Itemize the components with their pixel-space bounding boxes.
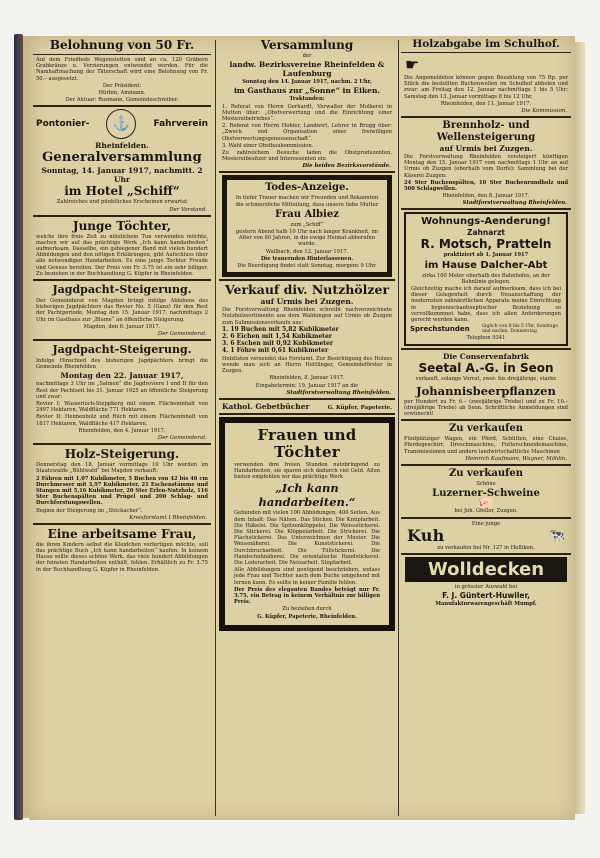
ad-text: Auf dem Friedhofe Wegenstetten sind an ca. 120 Gräbern Grabkränze u. Verzierungen entwendet worden. Für die Namhaftmachung der Täterschaft wird eine Belohnung von Fr. 50.– ausgesetzt. — [36, 57, 208, 82]
ad-heading: Zu verkaufen — [448, 423, 524, 435]
ad-signature: Der Aktuar: Rosmann, Gemeindeschreiber. — [65, 97, 179, 104]
ad-heading: Verkauf div. Nutzhölzer — [224, 282, 390, 298]
ad-date: Sonntag den 14. Januar 1917, nachm. 2 Uhr, — [242, 79, 372, 86]
ad-heading: Jagdpacht-Steigerung. — [52, 343, 192, 357]
ad-heading: Kathol. Gebetbücher — [222, 401, 310, 411]
ad-text: 3. Wahl einer Obstbaukommission. — [222, 142, 314, 149]
ad-text: Donnerstag den 18. Januar vormittags 10 Uhr werden im Staatswalde „Bühlwald“ bei Magden verkauft: — [36, 462, 208, 475]
ad-name: Kuh — [407, 525, 445, 545]
book-ad — [225, 423, 389, 625]
ad-subheading: Die Conservenfabrik — [442, 352, 529, 362]
ad-text: Revier I: Wasserloch-Steppberg mit einem Flächeninhalt von 2497 Hektaren, Waldfläche 771 Hektaren. — [36, 401, 208, 414]
ad-subheading: Zahnarzt — [467, 228, 505, 238]
ad-heading: Generalversammlung — [42, 150, 202, 166]
ad-text: Die Forstverwaltung Rheinfelden schreibt nachverzeichnete Nutzholzsortimente aus dem Waldungen auf Urmis ob Zuzgen zum Submissionsverkaufe aus: — [222, 307, 392, 326]
ad-signature: G. Küpfer, Papeterie, Rheinfelden. — [257, 613, 357, 620]
ad-text: Gebunden mit vielen 100 Abbildungen, 400 Seiten. Aus dem Inhalt: Das Nähen. Das Sticken. Die Knüpfarbeit. Die Häkelei. Die Spitzenklöppelei. Die Weissstickerei. Die Stickerei. Die Klöppelarbeit. Die Strickerei. Die Flachstickerei. Das Unterzeichnen der Muster. Die Weissnäherei. Die Kunststickerei. Die Durchbrucharbeit. Die Tüllstickerei. Die Handschuhnäherei. Die orientalische Handstickerei. Die Lederarbeit. Die Netzarbeit. Stopfarbeit. — [234, 510, 380, 566]
anchor-icon: ⚓ — [106, 109, 136, 139]
ad-text: Holzlisten versendet das Forstamt. Zur Besichtigung des Holzes wende man sich an Herrn Hettlinger, Gemeindeförster in Zuzgen. — [222, 355, 392, 375]
ad-heading: Brennholz- und Wellensteigerung — [436, 120, 536, 144]
cow-icon: 🐄 — [547, 527, 565, 544]
banner-text: Fahrverein — [153, 119, 208, 130]
ad-subheading: Traktanden: — [289, 96, 325, 103]
ad-signature: Die trauernden Hinterlassenen. — [260, 255, 354, 262]
ad-signature: Die Kommission. — [521, 108, 567, 115]
ad-text: Alle Abbildungen sind genügend beschrieben, sodass jede Frau und Tochter nach dem Buche umgehend mit lernen kann. Es sollte in keiner Familie fehlen. — [234, 567, 380, 586]
ad-text: Infolge Hinschied des bisherigen Jagdpächters bringt die Gemeinde Rheinfelden — [36, 358, 208, 371]
ad-text: bei Joh. Gfeller, Zuzgen. — [454, 508, 518, 515]
hand-pointing-icon: ☛ — [405, 55, 420, 74]
ad-heading: Eine arbeitsame Frau, — [47, 526, 197, 541]
dentist-ad — [404, 212, 568, 346]
banner-text: Pontonier- — [36, 119, 90, 130]
ad-price: Der Preis des eleganten Bandes beträgt nur Fr. 3.75, ein Betrag in keinem Verhältnis zur billigen Preis. — [234, 586, 380, 606]
ad-text: Die Forstverwaltung Rheinfelden versteigert künftigen Montag den 15. Januar 1917 vom nachmittags 1 Uhr an auf Urmis ob Zuzgen (oberhalb vom Dorfe); Sammlung bei der Käserei Zuzgen: — [404, 154, 568, 179]
ad-place: Rheinfelden, den 11. Januar 1917. — [440, 100, 532, 107]
ad-list-item: 2. 6 Eichen mit 1,54 Kubikmeter — [222, 333, 332, 341]
ad-heading: Belohnung von 50 Fr. — [49, 38, 195, 52]
ad-heading: Johannisbeerpflanzen — [416, 383, 556, 398]
ad-text: welche ihre freie Zeit zu nützlichem Tun verwenden möchte, machen wir auf das prächtige Werk „Ich kann handarbeiten“ aufmerksam. Dasselbe, ein gebiegener Band mit vielen hundert Abbildungen und den nötigen Erklärungen, gibt Aufschluss über alle notwendigen Handarbeiten. Es eine junge Tochter Freude und Genuss bereiten. Der Preis von Fr. 3.75 ist ein sehr billiger. Zu beziehen in der Buchhandlung G. Küpfer in Rheinfelden. — [36, 233, 208, 277]
ad-place: Magden, den 6. Januar 1917. — [83, 323, 161, 330]
ad-text: der — [302, 53, 312, 59]
ad-text: Manufakturwarengeschäft Mumpf. — [435, 601, 537, 608]
ad-text: In tiefer Trauer machen wir Freunden und Bekannten die schmerzliche Mitteilung, dass unsere liebe Mutter — [235, 195, 379, 208]
ad-subheading: auf Urmis bei Zuzgen. — [260, 297, 354, 307]
ad-signature: Zu beziehen durch — [282, 606, 332, 613]
ad-signature: Der Gemeinderat. — [157, 435, 207, 442]
ad-signature: Der Präsident: — [102, 82, 142, 89]
ad-place: Rheinfelden, den 8. Januar 1917. — [442, 193, 530, 200]
book-ad-frame — [219, 417, 395, 631]
ad-date: praktiziert ab 1. Januar 1917 — [443, 252, 529, 259]
ad-text: per Hundert zu Fr. 6.– (zweijährige Triebe) und zu Fr. 10.– (dreijährige Triebe) ab Seon. Schriftliche Anmeldungen sind erwünscht! — [404, 398, 568, 418]
right-page-edge — [575, 42, 585, 814]
ad-list-item: 3. 6 Eschen mit 0,92 Kubikmeter — [222, 340, 334, 348]
ad-signature: Stadtforstverwaltung Rheinfelden. — [462, 200, 567, 207]
ad-list-item: 4. 1 Föhre mit 0,61 Kubikmeter — [222, 347, 329, 355]
ad-text: die ihren Kindern selbst die Kleidchen verfertigen möchte, soll das prächtige Buch „Ich kann handarbeiten“ kaufen. In keinem Hause sollte dieses schöne Werk, das viele hundert Abbildungen der feinsten Handarbeiten enthält, fehlen. Erhältlich zu Fr. 3.75 in der Buchhandlung G. Küpfer in Rheinfelden. — [36, 541, 208, 573]
ad-text: Die Beerdigung findet statt Sonntag, morgens 9 Uhr. — [237, 263, 377, 270]
ad-heading: Versammlung — [260, 38, 354, 52]
ad-signature: Kreisforstamt I Rheinfelden. — [129, 514, 207, 521]
ad-signature: Stadtforstverwaltung Rheinfelden. — [286, 389, 391, 396]
ad-text: verkauft, solange Vorrat, zwei- bis dreijährige, starke — [415, 376, 557, 383]
ad-signature: Heinrich Kaufmann, Wagner, Möhlin. — [465, 455, 567, 462]
ad-heading: Holzabgabe im Schulhof. — [412, 38, 560, 50]
death-notice — [222, 175, 392, 277]
book-spine — [14, 34, 23, 820]
ad-text: Die Angemeldeten können gegen Bezahlung von 75 Rp. per Stück die bestellten Buchenwellen im Schulhof abholen und zwar: am Freitag den 12. Januar nachmittags 1 bis 5 Uhr; Samstag den 13. Januar vormittags 8 bis 12 Uhr. — [404, 75, 568, 100]
column-rule — [398, 40, 399, 816]
ad-signature: Die beiden Bezirksvorstände. — [302, 163, 391, 170]
pontonier-banner — [36, 109, 208, 139]
ad-text: gestern Abend halb 10 Uhr nach langer Krankheit, im Alter von 80 Jahren, in die ewige Heimat abberufen wurde. — [235, 229, 379, 248]
ad-heading: Junge Töchter, — [72, 218, 172, 233]
ad-text: Zahlreiches und pünktliches Erscheinen erwartet — [56, 199, 188, 206]
ad-name: Luzerner-Schweine — [432, 488, 540, 500]
ad-text: in grösster Auswahl bei — [454, 583, 518, 590]
ad-text: Eine junge — [471, 520, 501, 527]
ad-place: Wallbach, den 12. Januar 1917. — [265, 248, 349, 255]
ad-signature: G. Küpfer, Papeterie. — [327, 404, 392, 411]
ad-text: zu verkaufen bei Nr. 127 in Hellikon. — [437, 544, 535, 551]
ad-place: Rheinfelden, den 4. Januar 1917. — [78, 427, 166, 434]
ad-heading: Seetal A.-G. in Seon — [418, 361, 554, 376]
ad-list-item: 24 Ster Buchenspälten, 10 Ster Buchenrundholz und 500 Schlagwellen. — [404, 179, 568, 193]
pig-icon: 🐖 — [477, 496, 495, 513]
column-middle — [219, 38, 395, 818]
ad-subheading: landw. Bezirksvereine Rheinfelden & Laufenburg — [229, 60, 385, 79]
ad-text: Revier II: Heimenholz und Rüch mit einem Flächeninhalt von 1817 Hektaren, Waldfläche 417 Hektaren. — [36, 414, 208, 427]
ad-text: nachmittags 3 Uhr im „Salmen“ die Jagdreviere I und II für den Rest der Pachtzeit bis 31. Januar 1925 an öffentliche Steigerung und zwar: — [36, 381, 208, 400]
ad-text: verwenden ihre freien Stunden nutzbringend zu Handarbeiten, sie sparen sich dadurch viel Geld. Allen bieten empfehlen wir das prächtige Werk — [234, 461, 380, 481]
ad-date: Montag den 22. Januar 1917, — [60, 371, 184, 381]
column-right — [401, 38, 571, 818]
ad-signature: Der Vorstand. — [169, 206, 207, 213]
ad-text: Eingabetermin: 19. Januar 1917 an die — [255, 382, 359, 389]
ad-text: 2. Referat von Herrn Hohler, Landwirt, Lehrer in Brugg über: „Zweck und Organisation einer freiwilligen Obstverwertungsgenossenschaft“. — [222, 123, 392, 142]
ad-signature: Der Gemeinderat. — [157, 331, 207, 338]
ad-heading: Frauen und Töchter — [257, 425, 357, 461]
ad-signature: Hürbin, Ammann. — [98, 90, 146, 97]
ad-text: Telephon 9341 — [466, 335, 506, 342]
ad-name: Frau Albiez — [275, 208, 339, 220]
ad-text: Zu zahlreichem Besuche laden die Obstproduzenten, Mostereibesitzer und Interessenten ein — [222, 150, 392, 163]
ad-text: zum „Schiff“ — [290, 221, 324, 228]
ad-text: Gleichzeitig mache ich darauf aufmerksam, dass ich bei dieser Gelegenheit durch Neuanschaffung der modernsten zahnärztlichen Apparate meine Einrichtung in hygienischantiseptischer Beziehung so vervollkommnet habe, dass ich allen Anforderungen gerecht werden kann. — [411, 286, 561, 324]
ad-list-item: 1. 19 Buchen mit 5,82 Kubikmeter — [222, 325, 339, 333]
ad-text: täglich von 8 bis 5 Uhr, Sonntags und nachm. Donnerstag — [482, 324, 558, 335]
ad-name: R. Motsch, Pratteln — [420, 237, 552, 252]
ad-name: F. J. Güntert-Huwiler, — [442, 591, 530, 601]
column-left — [33, 38, 211, 818]
ad-text: Schöne — [476, 480, 496, 487]
ad-place: Rheinfelden, 8. Januar 1917. — [269, 375, 345, 382]
ad-subheading: auf Urmis bei Zuzgen. — [439, 144, 533, 154]
ad-text: zirka 100 Meter oberhalb des Bahnhofes, an der Bahnlinie gelegen. — [422, 272, 550, 285]
ad-text: 1. Referat von Herrn Gerhardt, Verwalter der Molkerei in Mutten über: „Obstverwertung und die Einrichtung einer Mostereibetriebes“. — [222, 103, 392, 123]
ad-heading: Holz-Steigerung. — [64, 447, 180, 462]
column-rule — [215, 40, 216, 816]
ad-heading: Jagdpacht-Steigerung. — [52, 283, 192, 297]
ad-heading: Todes-Anzeige. — [265, 182, 349, 194]
ad-date: Sonntag, 14. Januar 1917, nachmitt. 2 Uhr — [41, 166, 203, 185]
ad-text: Der Gemeinderat von Magden bringt infolge Ablebens des bisherigen Jagdpächters das Revier No. 5 (Ganz) für den Rest der Pachtperiode, Montag den 15. Januar 1917, nachmittags 2 Uhr im Gasthaus zur „Blume“ an öffentliche Steigerung. — [36, 298, 208, 323]
ad-text: Fünfplätziger Wagen, ein Pferd, Schlitten, eine Chaise, Pferdegeschirr, Dreschmaschine, Futterschneidemaschine, Transmissionen und andere landwirtschaftliche Maschinen — [404, 436, 568, 455]
ad-text: Beginn der Steigerung im „Stöckacher“. — [36, 507, 143, 514]
ad-subheading: Sprechstunden — [410, 325, 470, 334]
ad-text: 2 Fähren mit 1,07 Kubikmeter, 5 Buchen von 42 bis 46 cm Durchmesser mit 3,97 Kubikmeter, 21 Eschenstämme und Stangen mit 5,16 Kubikmeter, 20 Ster Erlen-Nutzholz, 116 Ster Buchenspälten und Prügel und 200 Schlag- und Durchforstungswellen. — [36, 475, 208, 507]
newspaper-page — [29, 36, 575, 820]
ad-place: im Hause Dalcher-Abt — [424, 259, 548, 271]
ad-book-title: „Ich kann handarbeiten.“ — [258, 481, 356, 510]
ad-heading: Wolldecken — [405, 557, 567, 582]
ad-place: Rheinfelden. — [95, 141, 149, 151]
ad-heading: Zu verkaufen — [448, 467, 524, 479]
ad-heading: Wohnungs-Aenderung! — [421, 216, 551, 228]
ad-place: im Hotel „Schiff“ — [64, 184, 180, 199]
kathol-ad — [222, 402, 392, 411]
ad-place: im Gasthaus zur „Sonne“ in Eiken. — [233, 86, 381, 96]
